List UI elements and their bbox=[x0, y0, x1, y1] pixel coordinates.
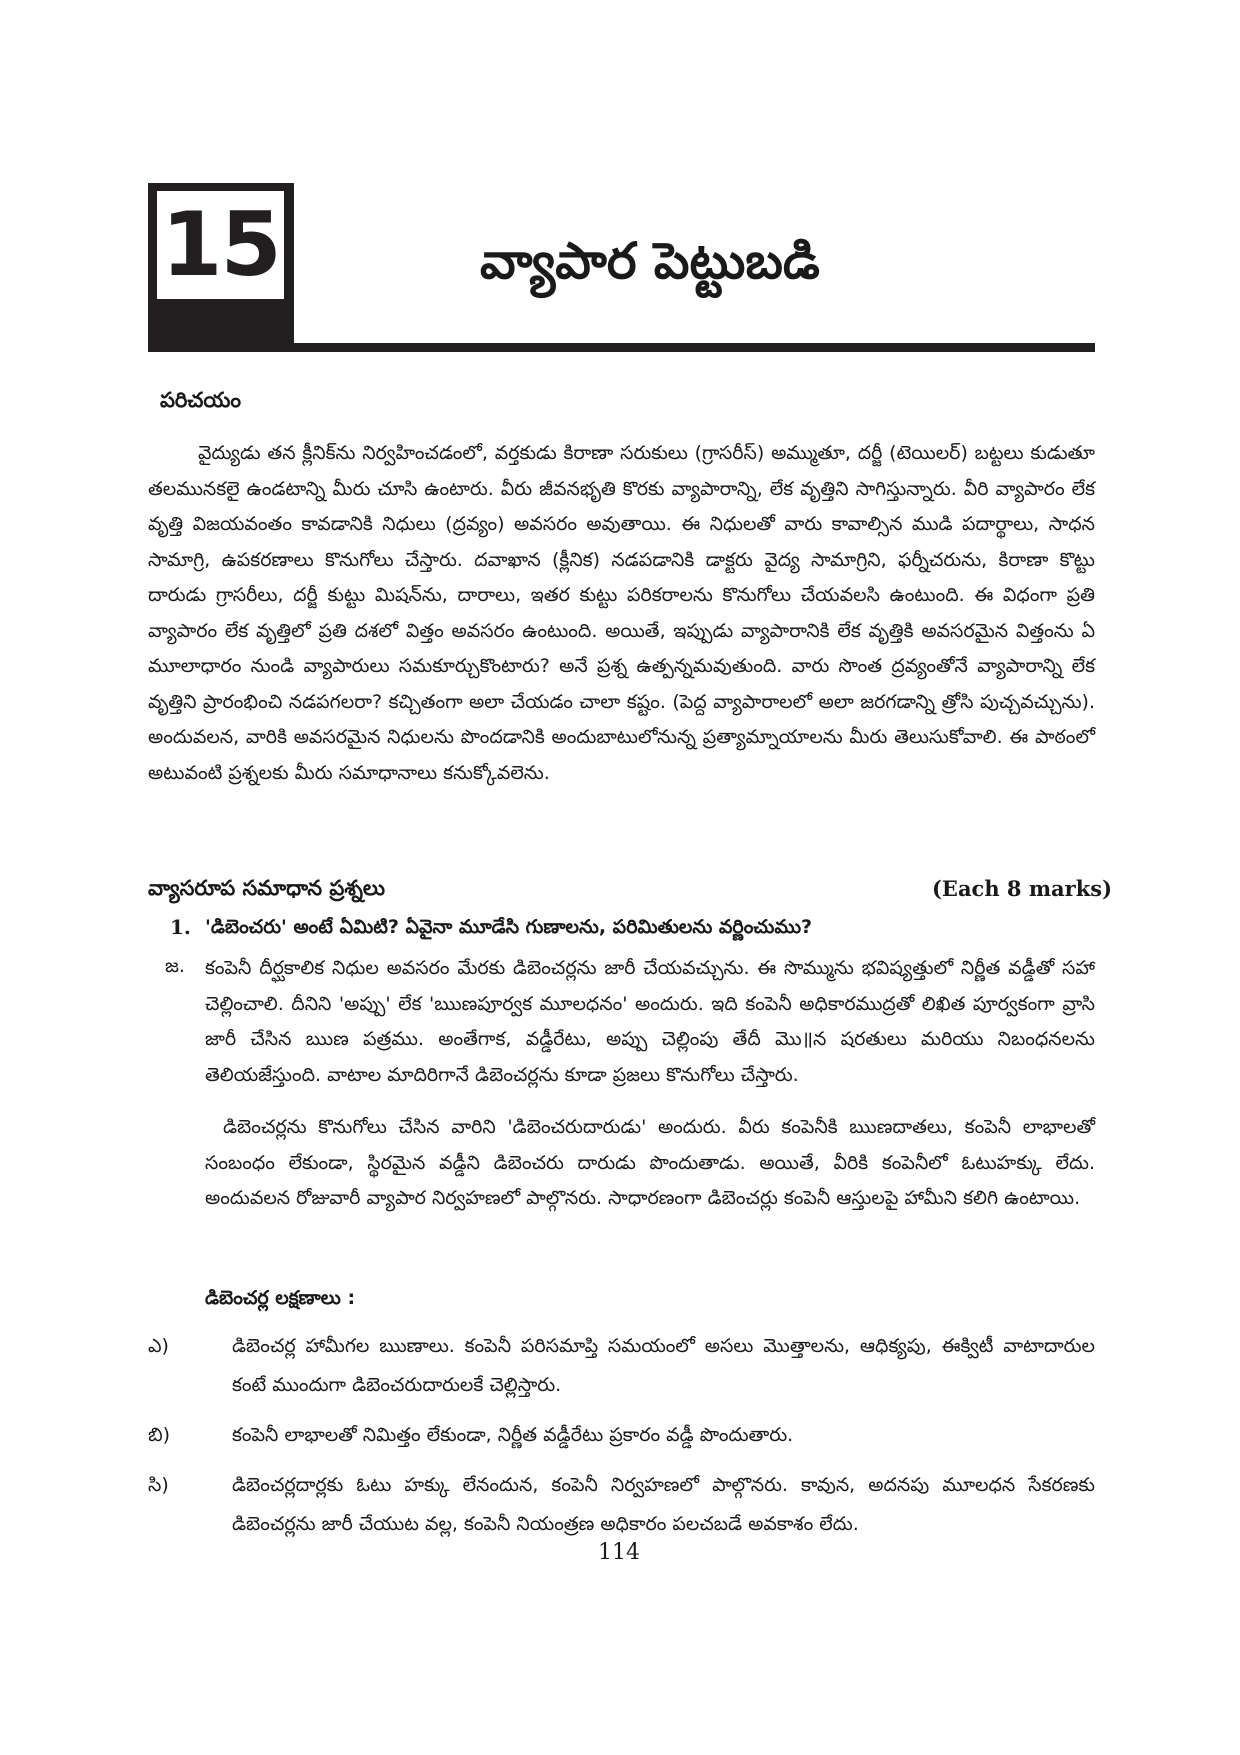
answer-paragraph-2: డిబెంచర్లను కొనుగోలు చేసిన వారిని 'డిబెంచరుదారుడు' అందురు. వీరు కంపెనీకి ఋణదాతలు, కంపెనీ లాభాలతో సంబంధం లేకుండా, స్థిరమైన వడ్డీని డిబెంచరు దారుడు పొందుతాడు. అయితే, వీరికి కంపెనీలో ఓటుహక్కు లేదు. అందువలన రోజువారీ వ్యాపార నిర్వహణలో పాల్గొనరు. సాధారణంగా డిబెంచర్లు కంపెనీ ఆస్తులపై హామీని కలిగి ఉంటాయి. bbox=[205, 1116, 1095, 1209]
page-number: 114 bbox=[598, 1540, 640, 1565]
chapter-number: 15 bbox=[161, 193, 280, 296]
chapter-number-box bbox=[148, 183, 294, 343]
feature-marker: ఎ) bbox=[148, 1335, 169, 1357]
intro-text: వైద్యుడు తన క్లీనిక్‌ను నిర్వహించడంలో, వర్తకుడు కిరాణా సరుకులు (గ్రాసరీస్) అమ్ముతూ, దర్జీ (టెయిలర్) బట్టలు కుడుతూ తలమునకలై ఉండటాన్ని మీరు చూసి ఉంటారు. వీరు జీవనభృతి కొరకు వ్యాపారాన్ని, లేక వృత్తిని సాగిస్తున్నారు. వీరి వ్యాపారం లేక వృత్తి విజయవంతం కావడానికి నిధులు (ద్రవ్యం) అవసరం అవుతాయి. ఈ నిధులతో వారు కావాల్సిన ముడి పదార్థాలు, సాధన సామాగ్రి, ఉపకరణాలు కొనుగోలు చేస్తారు. దవాఖాన (క్లీనిక) నడపడానికి డాక్టరు వైద్య సామాగ్రిని, ఫర్నీచరును, కిరాణా కొట్టు దారుడు గ్రాసరీలు, దర్జీ కుట్టు మిషన్‌ను, దారాలు, ఇతర కుట్టు పరికరాలను కొనుగోలు చేయవలసి ఉంటుంది. ఈ విధంగా ప్రతి వ్యాపారం లేక వృత్తిలో ప్రతి దశలో విత్తం అవసరం ఉంటుంది. అయితే, ఇప్పుడు వ్యాపారానికి లేక వృత్తికి అవసరమైన విత్తంను ఏ మూలాధారం నుండి వ్యాపారులు సమకూర్చుకొంటారు? అనే ప్రశ్న ఉత్పన్నమవుతుంది. వారు సొంత ద్రవ్యంతోనే వ్యాపారాన్ని లేక వృత్తిని ప్రారంభించి నడపగలరా? కచ్చితంగా అలా చేయడం చాలా కష్టం. (పెద్ద వ్యాపారాలలో అలా జరగడాన్ని త్రోసి పుచ్చవచ్చును). అందువలన, వారికి అవసరమైన నిధులను పొందడానికి అందుబాటులోనున్న ప్రత్యామ్నాయాలను మీరు తెలుసుకోవాలి. ఈ పాఠంలో అటువంటి ప్రశ్నలకు మీరు సమాధానాలు కనుక్కోవలెను. bbox=[148, 442, 1095, 784]
feature-marker: బి) bbox=[148, 1424, 171, 1446]
question-text: 'డిబెంచరు' అంటే ఏమిటి? ఏవైనా మూడేసి గుణాలను, పరిమితులను వర్ణించుము? bbox=[205, 916, 813, 938]
feature-text: కంపెనీ లాభాలతో నిమిత్తం లేకుండా, నిర్ణీత వడ్డీరేటు ప్రకారం వడ్డీ పొందుతారు. bbox=[232, 1424, 794, 1446]
answer-label: జ. bbox=[165, 955, 185, 977]
title-rule bbox=[148, 343, 1095, 352]
chapter-number-frame bbox=[157, 191, 284, 299]
feature-item bbox=[148, 1466, 1095, 1544]
question-number: 1. bbox=[170, 915, 191, 939]
features-heading: డిబెంచర్ల లక్షణాలు : bbox=[205, 1287, 356, 1309]
marks-label: (Each 8 marks) bbox=[932, 876, 1113, 901]
answer-paragraph-1: కంపెనీ దీర్ఘకాలిక నిధుల అవసరం మేరకు డిబెంచర్లను జారీ చేయవచ్చును. ఈ సొమ్మును భవిష్యత్తులో నిర్ణీత వడ్డీతో సహా చెల్లించాలి. దీనిని 'అప్పు' లేక 'ఋణపూర్వక మూలధనం' అందురు. ఇది కంపెనీ అధికారముద్రతో లిఖిత పూర్వకంగా వ్రాసి జారీ చేసిన ఋణ పత్రము. అంతేగాక, వడ్డీరేటు, అప్పు చెల్లింపు తేదీ మొ॥న షరతులు మరియు నిబంధనలను తెలియజేస్తుంది. వాటాల మాదిరిగానే డిబెంచర్లను కూడా ప్రజలు కొనుగోలు చేస్తారు. bbox=[205, 957, 1095, 1086]
feature-item bbox=[148, 1416, 1095, 1455]
feature-marker: సి) bbox=[148, 1474, 169, 1496]
feature-item bbox=[148, 1327, 1095, 1405]
essay-heading: వ్యాసరూప సమాధాన ప్రశ్నలు bbox=[148, 876, 386, 900]
feature-text: డిబెంచర్లదార్లకు ఓటు హక్కు లేనందున, కంపెనీ నిర్వహణలో పాల్గొనరు. కావున, అదనపు మూలధన సేకరణకు డిబెంచర్లను జారీ చేయుట వల్ల, కంపెనీ నియంత్రణ అధికారం పలచబడే అవకాశం లేదు. bbox=[232, 1474, 1095, 1535]
intro-heading: పరిచయం bbox=[160, 388, 241, 412]
feature-text: డిబెంచర్ల హామీగల ఋణాలు. కంపెనీ పరిసమాప్తి సమయంలో అసలు మొత్తాలను, ఆధిక్యపు, ఈక్విటీ వాటాదారుల కంటే ముందుగా డిబెంచరుదారులకే చెల్లిస్తారు. bbox=[232, 1335, 1095, 1396]
chapter-title: వ్యాపార పెట్టుబడి bbox=[480, 232, 820, 290]
intro-paragraph bbox=[148, 436, 1095, 791]
